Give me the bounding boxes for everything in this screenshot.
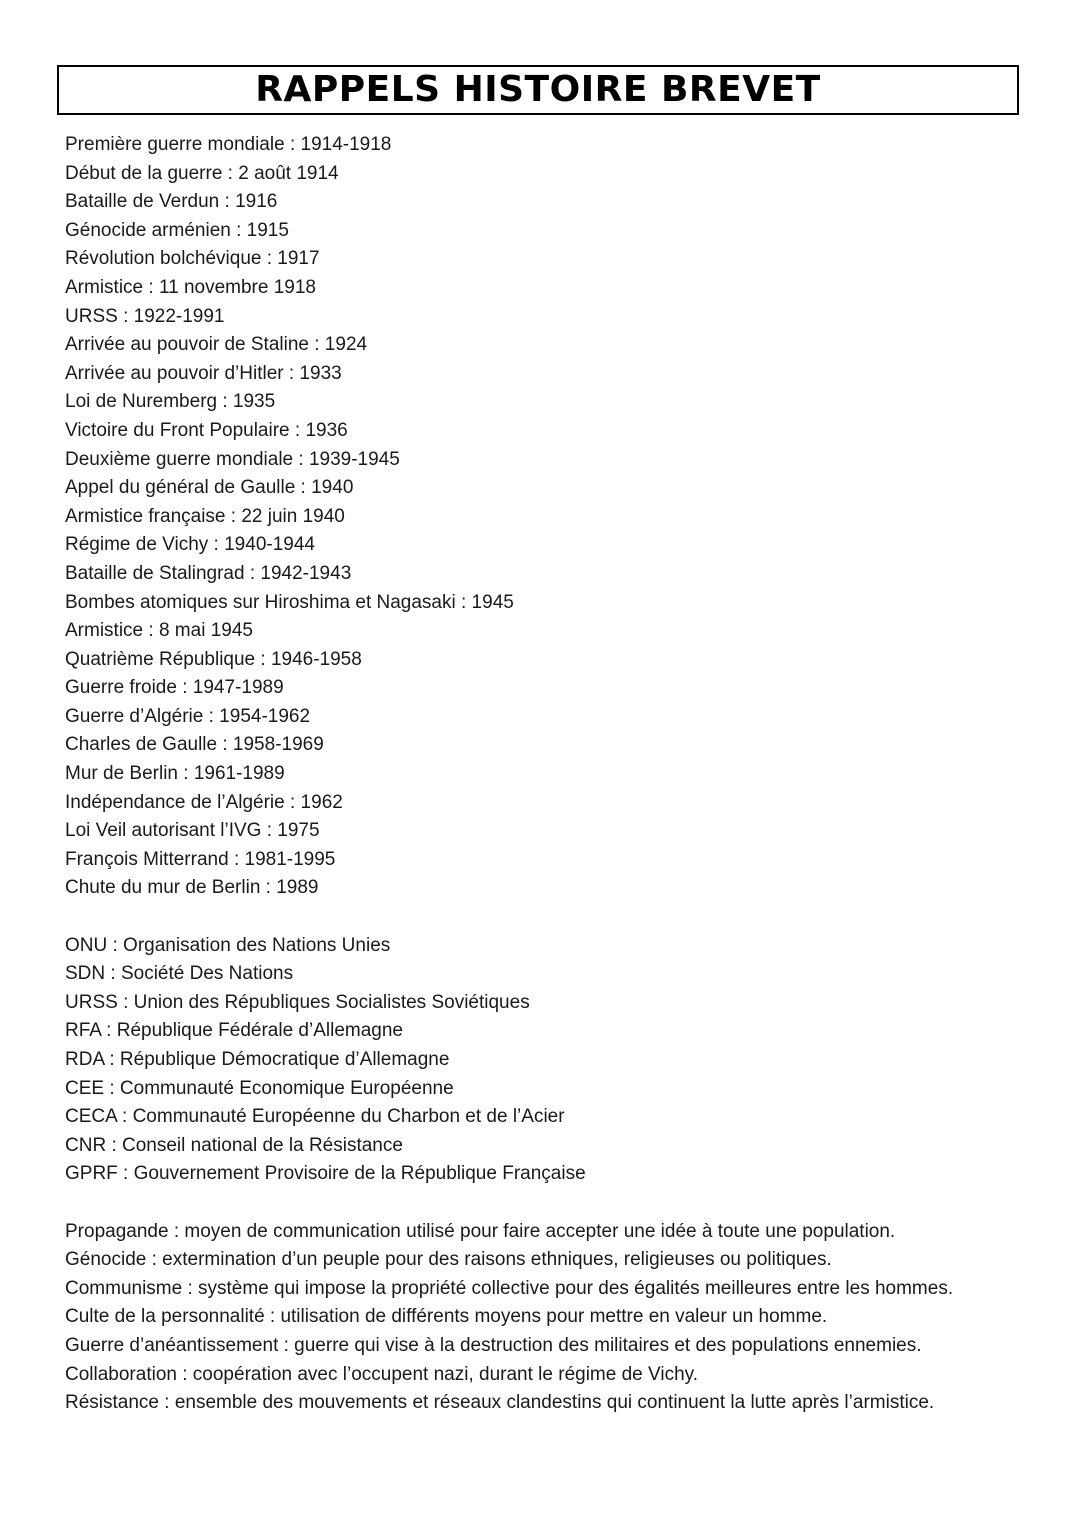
date-item: Régime de Vichy : 1940-1944 [65, 534, 315, 556]
date-item: Révolution bolchévique : 1917 [65, 248, 320, 270]
date-item: Début de la guerre : 2 août 1914 [65, 162, 339, 184]
page-title: RAPPELS HISTOIRE BREVET [255, 69, 821, 110]
section-spacer [65, 1189, 1065, 1218]
definition-item: Culte de la personnalité : utilisation de différents moyens pour mettre en valeur un homme. [65, 1306, 828, 1328]
date-item: Victoire du Front Populaire : 1936 [65, 419, 348, 441]
date-item: Bataille de Stalingrad : 1942-1943 [65, 562, 352, 584]
date-item: Loi de Nuremberg : 1935 [65, 391, 276, 413]
acronym-item: URSS : Union des Républiques Socialistes Soviétiques [65, 991, 530, 1013]
date-item: Loi Veil autorisant l’IVG : 1975 [65, 820, 320, 842]
date-item: Bombes atomiques sur Hiroshima et Nagasaki : 1945 [65, 591, 514, 613]
acronym-item: GPRF : Gouvernement Provisoire de la République Française [65, 1163, 586, 1185]
definitions-section [65, 1218, 1065, 1418]
section-spacer [65, 903, 1065, 932]
definition-item: Communisme : système qui impose la propriété collective pour des égalités meilleures entre les hommes. [65, 1277, 954, 1299]
acronym-item: RDA : République Démocratique d’Allemagne [65, 1049, 450, 1070]
date-item: Armistice : 8 mai 1945 [65, 620, 253, 642]
date-item: Arrivée au pouvoir d’Hitler : 1933 [65, 362, 342, 384]
acronym-item: CECA : Communauté Européenne du Charbon et de l’Acier [65, 1106, 565, 1128]
date-item: Bataille de Verdun : 1916 [65, 191, 278, 213]
date-item: Mur de Berlin : 1961-1989 [65, 763, 285, 785]
definition-item: Propagande : moyen de communication utilisé pour faire accepter une idée à toute une population. [65, 1220, 896, 1242]
date-item: Arrivée au pouvoir de Staline : 1924 [65, 334, 368, 356]
date-item: Armistice : 11 novembre 1918 [65, 276, 316, 298]
definition-item: Guerre d’anéantissement : guerre qui vise à la destruction des militaires et des populations ennemies. [65, 1334, 922, 1356]
acronym-item: ONU : Organisation des Nations Unies [65, 934, 391, 956]
dates-section [65, 131, 1065, 903]
date-item: Première guerre mondiale : 1914-1918 [65, 134, 392, 155]
definition-item: Génocide : extermination d’un peuple pour des raisons ethniques, religieuses ou politiques. [65, 1249, 832, 1271]
title-box [57, 65, 1019, 115]
date-item: Chute du mur de Berlin : 1989 [65, 877, 319, 899]
date-item: Génocide arménien : 1915 [65, 219, 289, 241]
date-item: Quatrième République : 1946-1958 [65, 648, 362, 670]
definition-item: Collaboration : coopération avec l’occupent nazi, durant le régime de Vichy. [65, 1363, 699, 1385]
date-item: Indépendance de l’Algérie : 1962 [65, 791, 343, 813]
date-item: Appel du général de Gaulle : 1940 [65, 477, 354, 499]
date-item: François Mitterrand : 1981-1995 [65, 848, 336, 870]
date-item: Armistice française : 22 juin 1940 [65, 505, 345, 527]
acronym-item: SDN : Société Des Nations [65, 963, 294, 985]
date-item: Guerre d’Algérie : 1954-1962 [65, 705, 311, 727]
acronym-item: CEE : Communauté Economique Européenne [65, 1077, 454, 1099]
date-item: URSS : 1922-1991 [65, 305, 225, 327]
acronym-item: CNR : Conseil national de la Résistance [65, 1134, 403, 1156]
date-item: Charles de Gaulle : 1958-1969 [65, 734, 324, 756]
date-item: Guerre froide : 1947-1989 [65, 677, 284, 699]
document-body [65, 131, 1065, 1418]
acronym-item: RFA : République Fédérale d’Allemagne [65, 1020, 403, 1042]
definition-item: Résistance : ensemble des mouvements et réseaux clandestins qui continuent la lutte après l’armistice. [65, 1392, 935, 1414]
acronyms-section [65, 932, 1065, 1189]
date-item: Deuxième guerre mondiale : 1939-1945 [65, 448, 400, 470]
